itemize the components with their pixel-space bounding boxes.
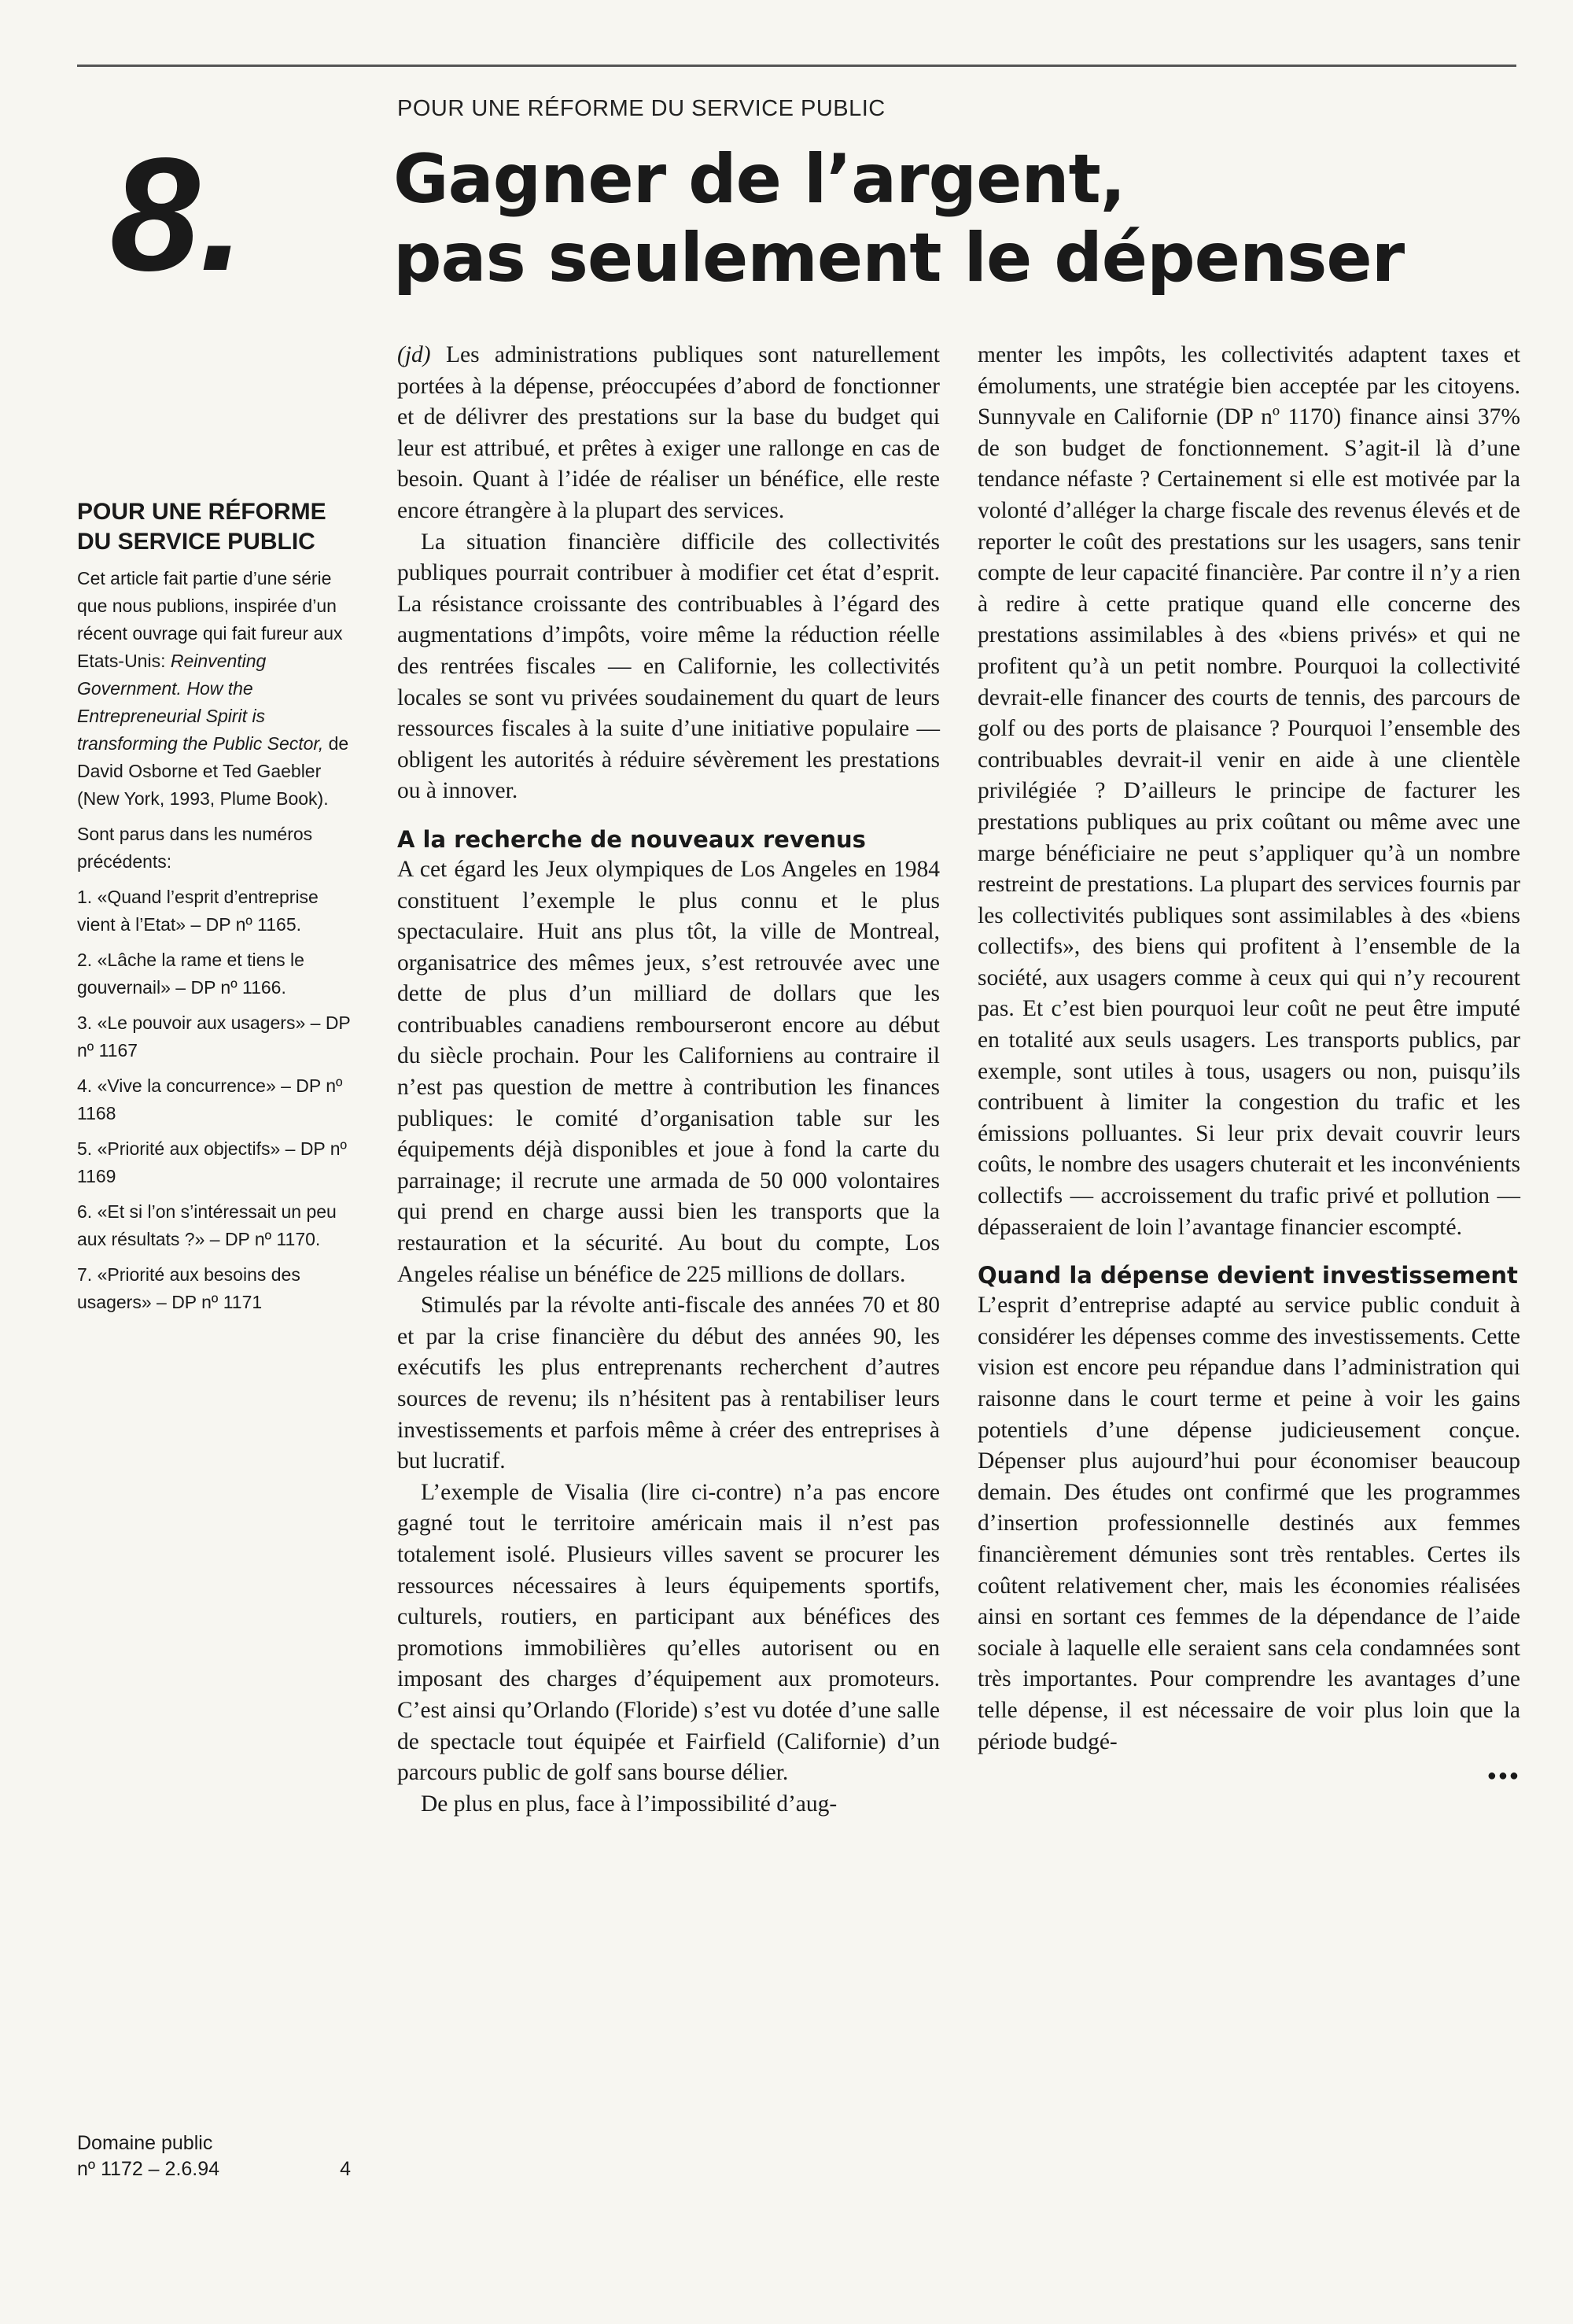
paragraph-4: Stimulés par la révolte anti-fiscale des années 70 et 80 et par la crise financière du début des années 90, les exécutifs les plus entreprenants recherchent d’autres sources de revenu; ils n’hésitent pas à rentabiliser leurs investissements et parfois même à créer des entreprises à but lucratif. [397,1293,940,1474]
subheading-investment: Quand la dépense devient investissement [978,1262,1518,1289]
publication-name: Domaine public [77,2132,213,2154]
series-sidebar [77,497,356,1324]
continued-marker: ●●● [1486,1767,1520,1785]
list-item: 7. «Priorité aux besoins des usagers» – DP nº 1171 [77,1264,300,1312]
article-title [393,140,1534,297]
title-line-1: Gagner de l’argent, [393,140,1125,219]
sidebar-intro [77,565,356,813]
issue-info: nº 1172 – 2.6.94 [77,2158,220,2180]
article-column-1 [397,340,940,1820]
title-line-2: pas seulement le dépenser [393,219,1405,297]
paragraph-5: L’exemple de Visalia (lire ci-contre) n’a pas encore gagné tout le territoire américain mais il n’est pas totalement isolé. Plusieurs villes savent se procurer les ressources nécessaires à leurs équipements sportifs, culturels, routiers, en participant aux bénéfices des promotions immobilières qu’elles autorisent ou en imposant des charges d’équipement aux promoteurs. C’est ainsi qu’Orlando (Floride) s’est vu dotée d’une salle de spectacle tout équipée et Fairfield (Californie) d’un parcours public de golf sans bourse délier. [397,1479,940,1786]
list-item: 4. «Vive la concurrence» – DP nº 1168 [77,1075,343,1123]
article-number: 8. [110,124,245,304]
article-column-2 [978,340,1520,1792]
top-rule [77,65,1516,67]
paragraph-6-start: De plus en plus, face à l’impossibilité d’aug- [421,1791,838,1817]
subheading-new-revenue: A la recherche de nouveaux revenus [397,825,866,853]
footer [77,2130,360,2182]
list-item: 3. «Le pouvoir aux usagers» – DP nº 1167 [77,1013,351,1061]
paragraph-3: A cet égard les Jeux olympiques de Los Angeles en 1984 constituent l’exemple le plus connu et le plus spectaculaire. Huit ans plus tôt, la ville de Montreal, organisatrice des mêmes jeux, s’est retrouvée avec une dette de plus d’un milliard de dollars que les contribuables canadiens rembourseront encore au début du siècle prochain. Pour les Californiens au contraire il n’est pas question de mettre à contribution les finances publiques: le comité d’organisation table sur les équipements déjà disponibles et joue à fond la carte du parrainage; il recrute une armada de 50 000 volontaires qui prend en charge aussi bien les transports que la restauration et la sécurité. Au bout du compte, Los Angeles réalise un bénéfice de 225 millions de dollars. [397,856,940,1287]
series-label: POUR UNE RÉFORME DU SERVICE PUBLIC [397,96,886,121]
paragraph-2: La situation financière difficile des collectivités publiques pourrait contribuer à modifier cet état d’esprit. La résistance croissante des contribuables à l’égard des augmentations d’impôts, voire même la réduction réelle des rentrées fiscales — en Californie, les collectivités locales se sont vu privées soudainement du quart de leurs ressources fiscales à la suite d’une initiative populaire — obligent les autorités à réduire sévèrement les prestations ou à innover. [397,529,940,804]
paragraph-6-continued: menter les impôts, les collectivités adaptent taxes et émoluments, une stratégie bien acceptée par les citoyens. Sunnyvale en Californie (DP nº 1170) finance ainsi 37% de son budget de fonctionnement. S’agit-il là d’une tendance néfaste ? Certainement si elle est motivée par la volonté d’alléger la charge fiscale des revenus élevés et de reporter le coût des prestations sur les usagers, sans tenir compte de leur capacité financière. Par contre il n’y a rien à redire à cette pratique quand elle concerne des prestations assimilables à des «biens privés» et qui ne profitent qu’à un petit nombre. Pourquoi la collectivité devrait-elle financer des courts de tennis, des parcours de golf ou des ports de plaisance ? Pourquoi l’ensemble des contribuables devrait-il venir en aide à une clientèle privilégiée ? D’ailleurs le principe de facturer les prestations publiques au prix coûtant ou même avec une marge bénéficiaire ne peut s’appliquer qu’à un nombre restreint de prestations. La plupart des services fournis par les collectivités publiques sont assimilables à des «biens collectifs», des biens qui profitent à l’ensemble de la société, aux usagers comme à ceux qui qui n’y recourent pas. Et c’est bien pourquoi leur coût ne peut être imputé en totalité aux seuls usagers. Les transports publics, par exemple, sont utiles à tous, usagers ou non, puisqu’ils contribuent à limiter la congestion du trafic et les émissions polluantes. Si leur prix devait couvrir leurs coûts, le nombre des usagers chuterait et les inconvénients collectifs — accroissement du trafic privé et pollution — dépasseraient de loin l’avantage financier escompté. [978,342,1520,1240]
page-number: 4 [340,2158,351,2180]
list-item: 2. «Lâche la rame et tiens le gouvernail» – DP nº 1166. [77,950,304,998]
paragraph-1-text: Les administrations publiques sont naturellement portées à la dépense, préoccupées d’abord de fonctionner et de délivrer des prestations sur la base du budget qui leur est attribué, et prêtes à exiger une rallonge en cas de besoin. Quant à l’idée de réaliser un bénéfice, elle reste encore étrangère à la plupart des services. [397,342,940,523]
previous-label: Sont parus dans les numéros précédents: [77,824,313,872]
intro-credit: de David Osborne et Ted Gaebler (New York, 1993, Plume Book). [77,733,349,809]
author-tag: (jd) [397,342,431,367]
sidebar-heading: POUR UNE RÉFORME DU SERVICE PUBLIC [77,499,326,555]
paragraph-7: L’esprit d’entreprise adapté au service public conduit à considérer les dépenses comme des investissements. Cette vision est encore peu répandue dans l’administration qui raisonne dans le court terme et peine à voir les gains potentiels d’une dépense judicieusement conçue. Dépenser plus aujourd’hui pour économiser beaucoup demain. Des études ont confirmé que les programmes d’insertion professionnelle destinés aux femmes financièrement démunies sont très rentables. Certes ils coûtent relativement cher, mais les économies réalisées ainsi en sortant ces femmes de la dépendance de l’aide sociale à laquelle elle seraient sans cela condamnées sont très importantes. Pour comprendre les avantages d’une telle dépense, il est nécessaire de voir plus loin que la période budgé- [978,1293,1520,1754]
list-item: 6. «Et si l’on s’intéressait un peu aux résultats ?» – DP nº 1170. [77,1201,337,1249]
intro-text: Cet article fait partie d’une série que nous publions, inspirée d’un récent ouvrage qui fait fureur aux Etats-Unis: [77,568,343,671]
list-item: 1. «Quand l’esprit d’entreprise vient à l’Etat» – DP nº 1165. [77,887,319,935]
book-title: Reinventing Government. How the Entrepreneurial Spirit is transforming the Public Sector, [77,651,324,754]
list-item: 5. «Priorité aux objectifs» – DP nº 1169 [77,1138,347,1186]
paragraph-1 [397,340,940,527]
previous-list [77,883,356,1316]
